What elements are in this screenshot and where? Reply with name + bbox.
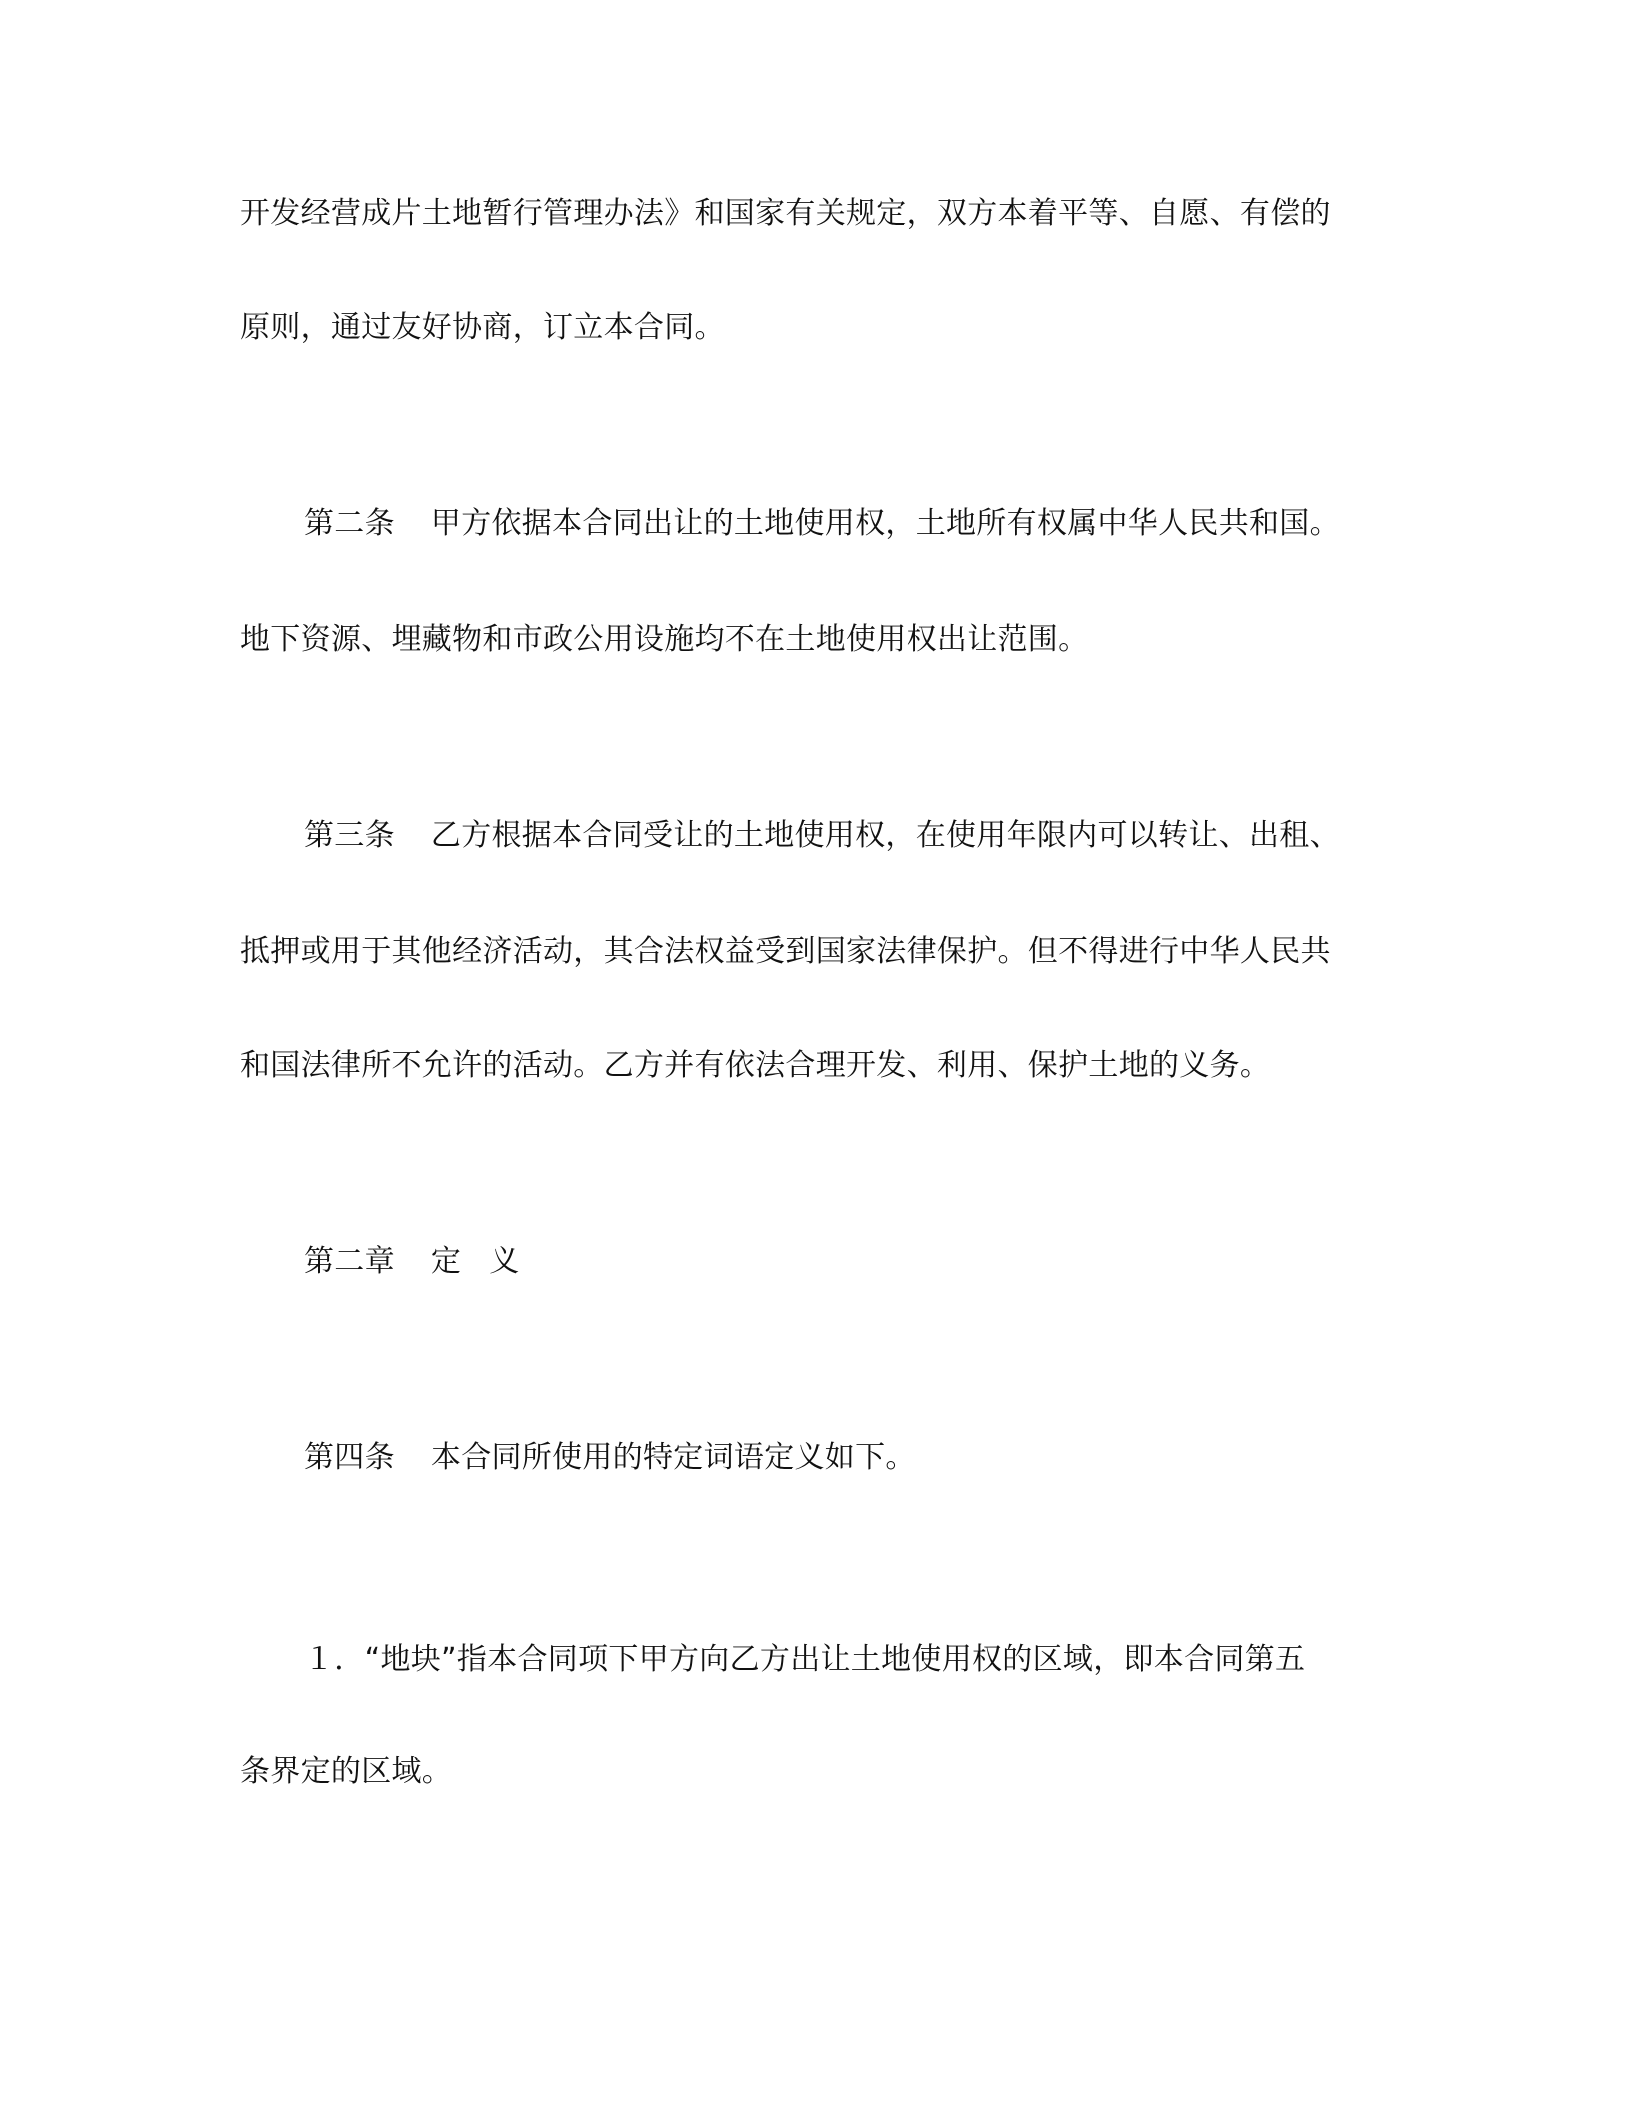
article-text: 本合同所使用的特定词语定义如下。: [430, 1440, 916, 1475]
chapter-title-char: 义: [489, 1244, 520, 1279]
chapter-label: 第二章: [304, 1244, 395, 1279]
article-4-heading-line: [304, 1438, 916, 1478]
chapter-heading: [304, 1242, 520, 1282]
paragraph-line: 抵押或用于其他经济活动，其合法权益受到国家法律保护。但不得进行中华人民共: [240, 934, 1331, 969]
article-label: 第三条: [304, 818, 395, 853]
item-text: “地块”指本合同项下甲方向乙方出让土地使用权的区域，即本合同第五: [364, 1642, 1306, 1677]
article-3-heading-line: [304, 816, 1340, 856]
article-2-heading-line: [304, 504, 1340, 544]
chapter-title-char: 定: [430, 1244, 462, 1279]
article-text: 甲方依据本合同出让的土地使用权，土地所有权属中华人民共和国。: [430, 506, 1340, 541]
article-label: 第四条: [304, 1440, 395, 1475]
item-number: １．: [304, 1642, 365, 1677]
paragraph-line: 条界定的区域。: [240, 1754, 453, 1789]
paragraph-line: 和国法律所不允许的活动。乙方并有依法合理开发、利用、保护土地的义务。: [240, 1048, 1271, 1083]
paragraph-line: 地下资源、埋藏物和市政公用设施均不在土地使用权出让范围。: [240, 622, 1089, 657]
paragraph-line: 原则，通过友好协商，订立本合同。: [240, 310, 725, 345]
definition-item-line: [304, 1640, 1305, 1680]
paragraph-line: 开发经营成片土地暂行管理办法》和国家有关规定，双方本着平等、自愿、有偿的: [240, 196, 1331, 231]
article-text: 乙方根据本合同受让的土地使用权，在使用年限内可以转让、出租、: [430, 818, 1340, 853]
article-label: 第二条: [304, 506, 395, 541]
